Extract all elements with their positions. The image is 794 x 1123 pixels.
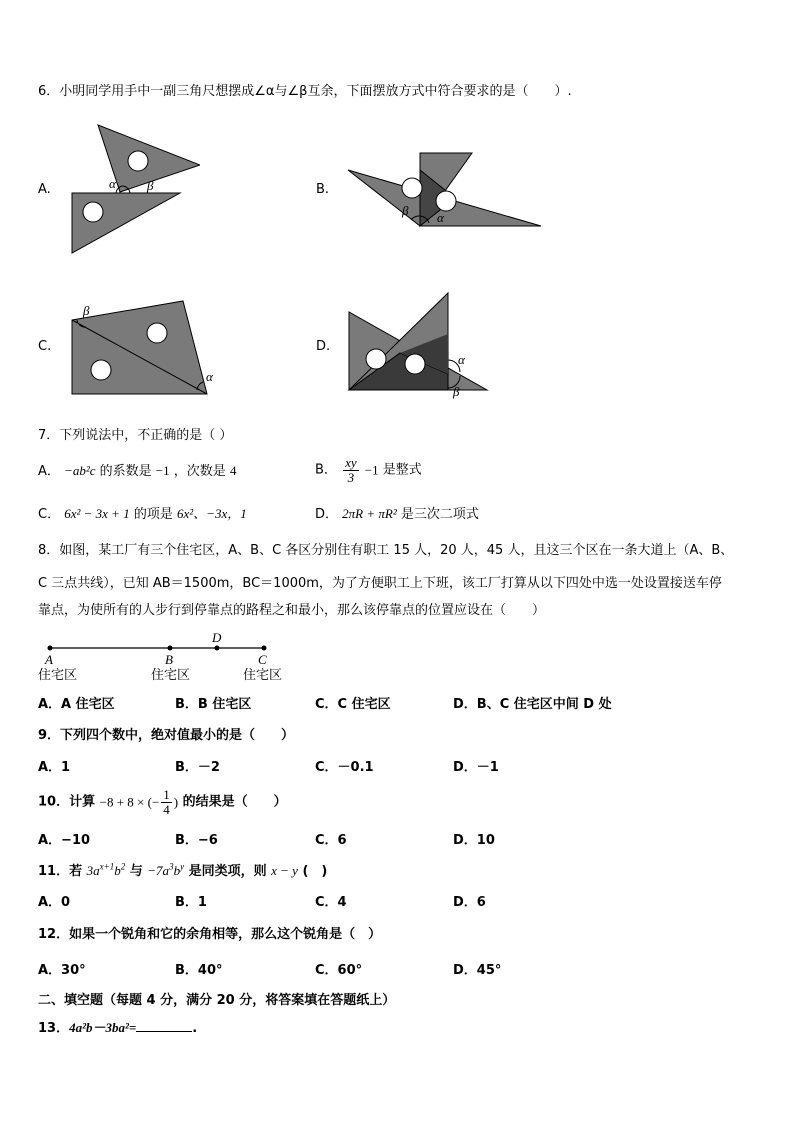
q12-option-d: D．45° [453, 963, 502, 978]
point-d-label: D [212, 630, 222, 645]
q8-line1: 8．如图，某工厂有三个住宅区，A、B、C 各区分别住有职工 15 人，20 人，45 人，且这三个区在一条大道上（A、B、 [38, 543, 734, 558]
q9-option-a: A．1 [38, 760, 71, 775]
q6-figure-b [345, 148, 550, 233]
section-2-heading: 二、填空题（每题 4 分，满分 20 分，将答案填在答题纸上） [38, 993, 396, 1008]
q7-option-b: B． $\frac{xy}{3}$ −1 是整式 [315, 455, 422, 485]
q9-option-d: D．－1 [453, 760, 499, 775]
q6-option-a-label: A. [38, 182, 51, 197]
point-b-label: B [165, 652, 173, 667]
q7-option-d: D． 2πR + πR² 是三次二项式 [315, 506, 479, 522]
q6a-beta: β [147, 178, 154, 193]
q6d-beta: β [453, 384, 460, 399]
q12-option-c: C．60° [315, 963, 363, 978]
q6b-alpha: α [437, 210, 444, 225]
q7-option-a: A． −ab²c 的系数是 −1 ，次数是 4 [38, 463, 237, 479]
q12-stem: 12．如果一个锐角和它的余角相等，那么这个锐角是（ ） [38, 927, 382, 942]
q11-option-b: B．1 [175, 895, 207, 910]
q7-option-c: C． 6x² − 3x + 1 的项是 6x²、−3x，1 [38, 506, 247, 522]
point-c-label: C [258, 652, 267, 667]
q9-stem: 9．下列四个数中，绝对值最小的是（ ） [38, 728, 295, 743]
q6-option-c-label: C. [38, 339, 52, 354]
q10-option-a: A．−10 [38, 833, 91, 848]
q6d-alpha: α [458, 352, 465, 367]
q6c-beta: β [83, 303, 90, 318]
q8-line2: C 三点共线），已知 AB＝1500m，BC＝1000m，为了方便职工上下班，该工厂打算从以下四处中选一处设置接送车停 [38, 576, 722, 591]
zone-c-label: 住宅区 [243, 668, 283, 683]
zone-a-label: 住宅区 [38, 668, 78, 683]
q12-option-a: A．30° [38, 963, 86, 978]
q6-option-d-label: D. [316, 339, 331, 354]
q6c-alpha: α [206, 369, 213, 384]
q11-stem: 11．若 $3a^{x+1}b^2$ 与 $-7a^3b^y$ 是同类项，则 x − y ( ) [38, 861, 328, 879]
q6-figure-d [345, 290, 495, 400]
q9-option-b: B．－2 [175, 760, 220, 775]
q10-option-d: D．10 [453, 833, 495, 848]
q6-figure-a [60, 120, 200, 260]
q8-line3: 靠点，为使所有的人步行到停靠点的路程之和最小，那么该停靠点的位置应设在（ ） [38, 603, 546, 618]
q8-option-c: C．C 住宅区 [315, 697, 391, 712]
q6-stem: 6．小明同学用手中一副三角尺想摆成∠α与∠β互余，下面摆放方式中符合要求的是（ ）. [38, 84, 572, 99]
q8-option-a: A．A 住宅区 [38, 697, 115, 712]
q11-option-a: A．0 [38, 895, 71, 910]
q13-answer-blank[interactable] [136, 1019, 192, 1032]
q6-option-b-label: B. [316, 182, 330, 197]
q10-option-c: C．6 [315, 833, 347, 848]
q10-option-b: B．−6 [175, 833, 218, 848]
q7-stem: 7．下列说法中，不正确的是（ ） [38, 428, 233, 443]
point-a-label: A [45, 652, 53, 667]
zone-b-label: 住宅区 [151, 668, 191, 683]
q12-option-b: B．40° [175, 963, 223, 978]
q10-stem: 10．计算 −8 + 8 × (− $\frac{1}{4}$ ) 的结果是（ ） [38, 787, 287, 817]
q13-stem: 13．4a²b－3ba²= . [38, 1020, 198, 1036]
q6a-alpha: α [109, 176, 116, 191]
q11-option-d: D．6 [453, 895, 486, 910]
q6b-beta: β [402, 203, 409, 218]
q8-option-b: B．B 住宅区 [175, 697, 252, 712]
q6-figure-c [65, 298, 225, 400]
q11-option-c: C．4 [315, 895, 347, 910]
q9-option-c: C．－0.1 [315, 760, 374, 775]
q8-option-d: D．B、C 住宅区中间 D 处 [453, 697, 612, 712]
